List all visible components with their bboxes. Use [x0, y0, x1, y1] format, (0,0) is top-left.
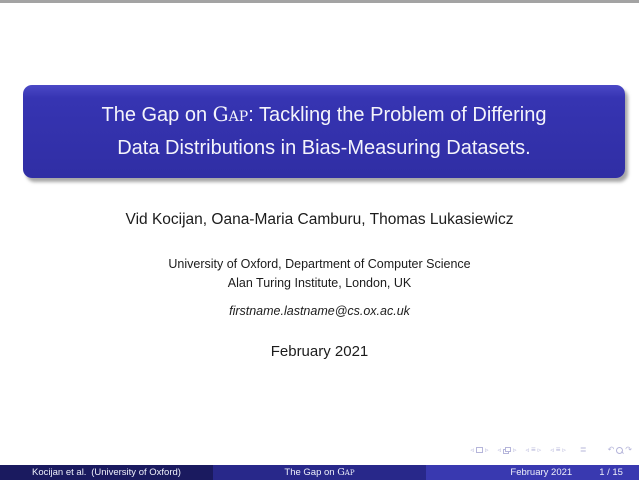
go-forward-icon[interactable]: ↷ — [625, 445, 632, 454]
footline-title-pre: The Gap on — [284, 467, 338, 478]
next-slide-icon[interactable]: ▹ — [484, 446, 489, 454]
prev-subsection-icon[interactable]: ◃ — [525, 446, 529, 454]
nav-section-group — [550, 446, 566, 454]
beamer-navigation-bar — [470, 446, 632, 454]
window-top-edge — [0, 0, 639, 3]
email-line: firstname.lastname@cs.ox.ac.uk — [229, 304, 410, 318]
next-frame-icon[interactable]: ▹ — [512, 446, 517, 454]
nav-slide-group — [470, 447, 488, 454]
footline-author-institute: Kocijan et al. (University of Oxford) — [0, 465, 213, 480]
date-line: February 2021 — [270, 343, 369, 360]
prev-section-icon[interactable]: ◃ — [550, 446, 554, 454]
institute-line-2: Alan Turing Institute, London, UK — [227, 276, 412, 290]
nav-subsection-group — [525, 446, 541, 454]
title-gap-smallcaps: Gap — [212, 102, 249, 126]
footline-date: February 2021 — [510, 467, 573, 478]
document-icon[interactable]: ≣ — [579, 445, 587, 454]
institute-line-1: University of Oxford, Department of Computer Science — [168, 257, 471, 271]
footline-date-page — [426, 465, 639, 480]
footline-title-gap-smallcaps: Gap — [337, 467, 355, 478]
footline-short-title — [213, 465, 426, 480]
title-box — [23, 85, 625, 178]
footline-page-number: 1 / 15 — [599, 467, 623, 478]
prev-frame-icon[interactable]: ◃ — [497, 446, 501, 454]
authors-line: Vid Kocijan, Oana-Maria Camburu, Thomas Lukasiewicz — [125, 211, 514, 228]
subsection-icon[interactable]: ≡ — [531, 445, 536, 454]
section-icon[interactable]: ≡ — [555, 445, 561, 454]
title-line-2: Data Distributions in Bias-Measuring Datasets. — [117, 137, 531, 159]
title-line-1 — [23, 98, 625, 132]
nav-document-group — [580, 446, 587, 454]
title-text-post: : Tackling the Problem of Differing — [248, 104, 547, 126]
slide-icon[interactable] — [476, 447, 483, 453]
next-subsection-icon[interactable]: ▹ — [537, 446, 542, 454]
next-section-icon[interactable]: ▹ — [562, 446, 566, 454]
search-icon[interactable] — [616, 447, 623, 454]
frame-icon[interactable] — [503, 447, 511, 454]
nav-back-find-forward-group — [608, 446, 632, 454]
go-back-icon[interactable]: ↶ — [607, 445, 615, 454]
nav-frame-group — [497, 447, 516, 454]
prev-slide-icon[interactable]: ◃ — [470, 446, 474, 454]
footline-bar — [0, 465, 639, 480]
title-text-pre: The Gap on — [101, 104, 213, 126]
